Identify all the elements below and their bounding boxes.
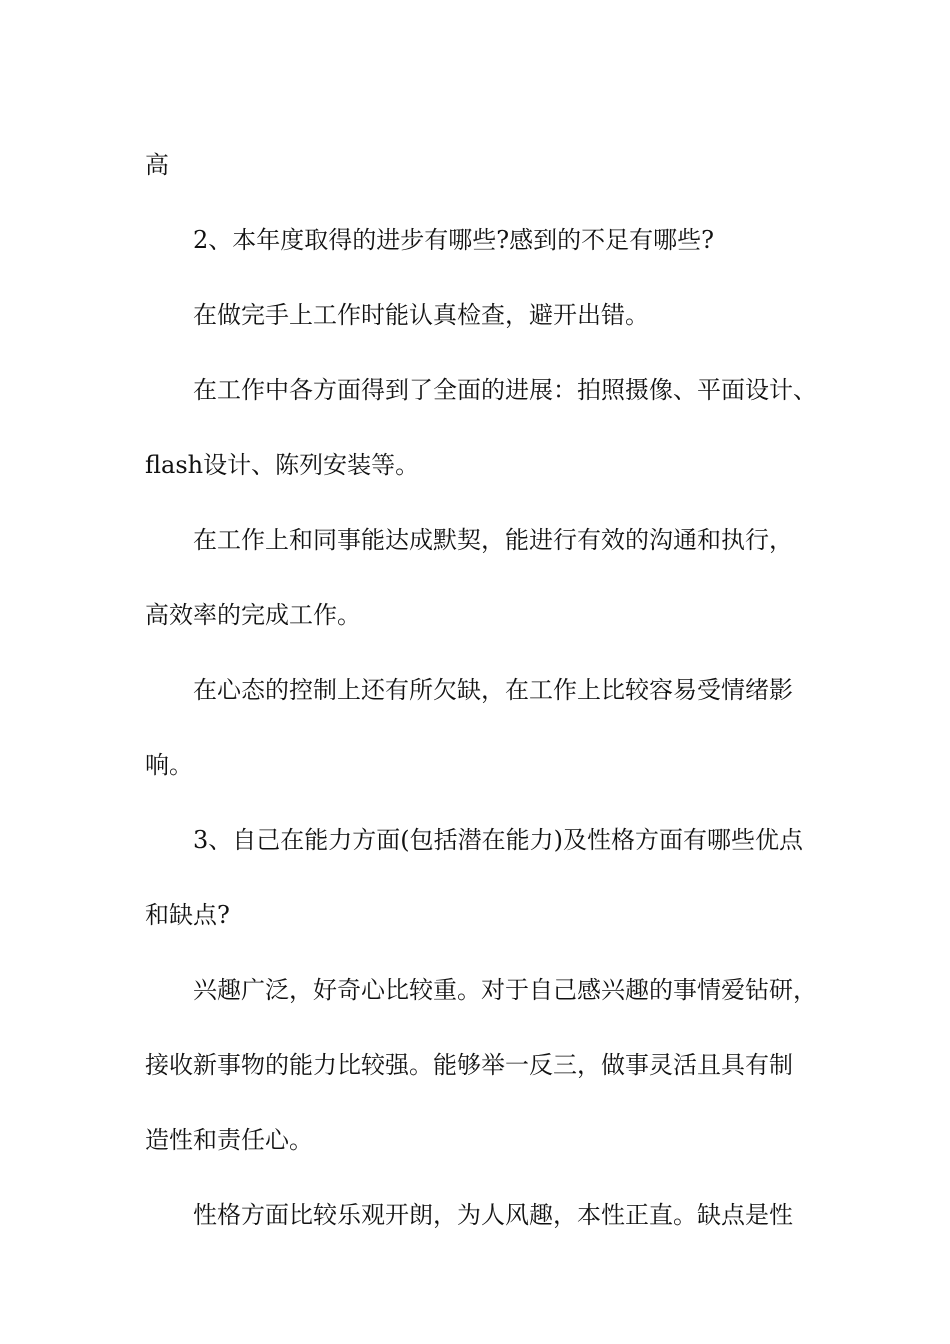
paragraph-line: 高效率的完成工作。 [145, 601, 361, 629]
paragraph-line: 在心态的控制上还有所欠缺，在工作上比较容易受情绪影 [193, 676, 793, 704]
paragraph-line: 接收新事物的能力比较强。能够举一反三，做事灵活且具有制 [145, 1051, 793, 1079]
paragraph-line: 在工作中各方面得到了全面的进展：拍照摄像、平面设计、 [193, 376, 817, 404]
paragraph-line: 在做完手上工作时能认真检查，避开出错。 [193, 301, 649, 329]
text-line-continuation: 高 [145, 151, 169, 179]
question-heading-3: 3、自己在能力方面(包括潜在能力)及性格方面有哪些优点 [193, 826, 803, 854]
paragraph-line: 性格方面比较乐观开朗，为人风趣，本性正直。缺点是性 [193, 1201, 793, 1229]
question-heading-2: 2、本年度取得的进步有哪些?感到的不足有哪些? [193, 226, 715, 254]
paragraph-line: 兴趣广泛，好奇心比较重。对于自己感兴趣的事情爱钻研， [193, 976, 817, 1004]
paragraph-line: flash设计、陈列安装等。 [145, 451, 420, 479]
paragraph-line: 响。 [145, 751, 193, 779]
question-heading-3-continued: 和缺点? [145, 901, 230, 929]
document-body [145, 128, 825, 1253]
paragraph-line: 在工作上和同事能达成默契，能进行有效的沟通和执行， [193, 526, 793, 554]
paragraph-line: 造性和责任心。 [145, 1126, 313, 1154]
